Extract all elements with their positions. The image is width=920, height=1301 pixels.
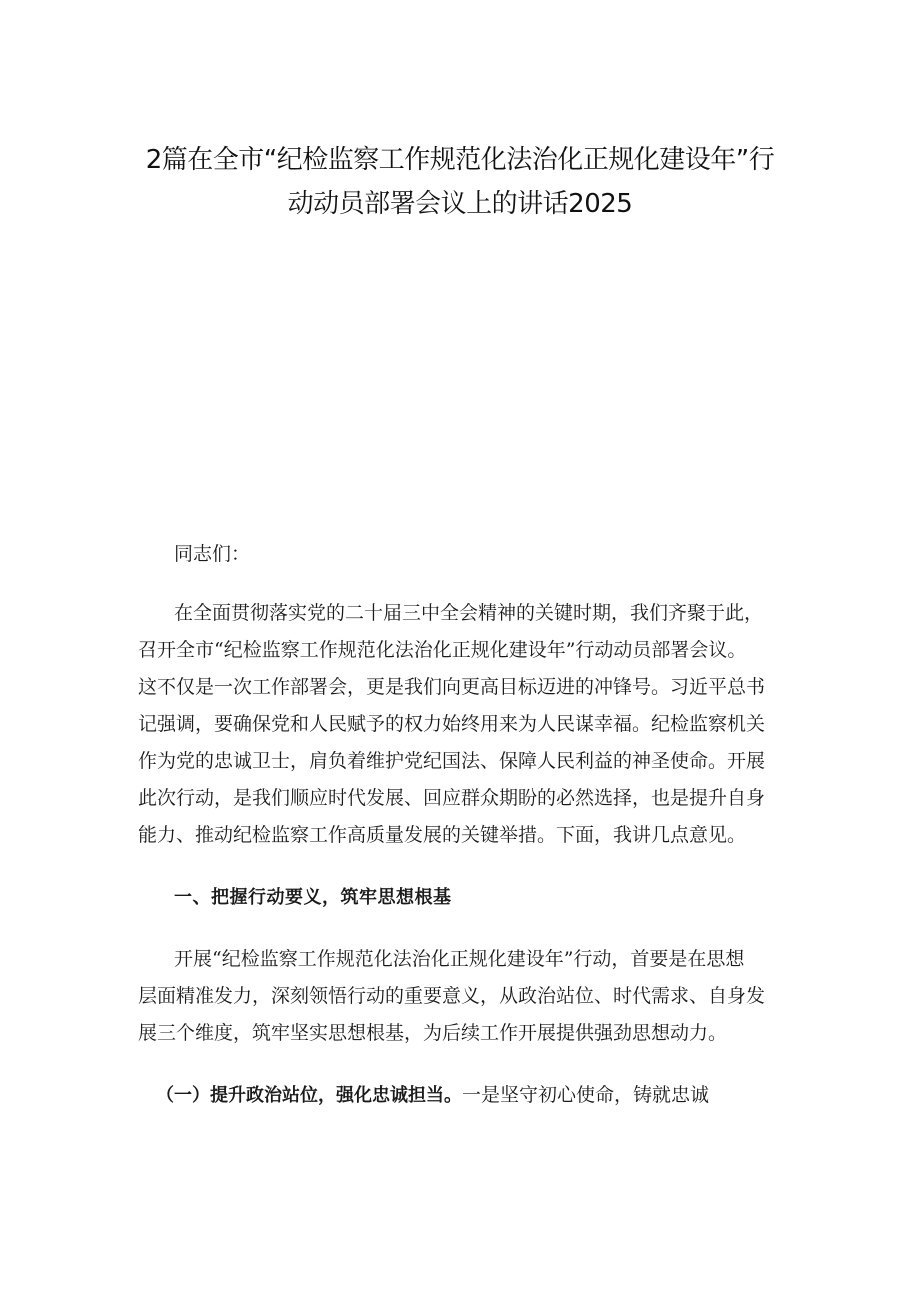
intro-line: 作为党的忠诚卫士，肩负着维护党纪国法、保障人民利益的神圣使命。开展 [138,750,766,772]
intro-line: 能力、推动纪检监察工作高质量发展的关键举措。下面，我讲几点意见。 [138,824,747,846]
subsection-1-text: 一是坚守初心使命，铸就忠诚 [462,1084,710,1106]
section-1-line: 开展“纪检监察工作规范化法治化正规化建设年”行动，首要是在思想 [174,948,745,970]
salutation-text: 同志们： [174,543,251,565]
intro-line: 此次行动，是我们顺应时代发展、回应群众期盼的必然选择，也是提升自身 [138,787,766,809]
document-body [138,536,788,1114]
title-line-2: 动动员部署会议上的讲话2025 [287,189,633,219]
intro-paragraph [138,595,788,854]
intro-line: 在全面贯彻落实党的二十届三中全会精神的关键时期，我们齐聚于此， [174,602,764,624]
intro-line: 这不仅是一次工作部署会，更是我们向更高目标迈进的冲锋号。习近平总书 [138,676,766,698]
document-title [120,138,800,226]
intro-line: 记强调，要确保党和人民赋予的权力始终用来为人民谋幸福。纪检监察机关 [138,713,766,735]
section-1-heading [138,879,788,916]
section-1-heading-text: 一、把握行动要义，筑牢思想根基 [174,887,452,908]
salutation [138,536,788,573]
subsection-1-heading: （一）提升政治站位，强化忠诚担当。 [156,1085,462,1106]
title-line-1: 2篇在全市“纪检监察工作规范化法治化正规化建设年”行 [145,145,775,175]
subsection-1-paragraph [138,1077,788,1114]
subsection-1-line [138,1077,788,1114]
section-1-line: 展三个维度，筑牢坚实思想根基，为后续工作开展提供强劲思想动力。 [138,1022,728,1044]
intro-line: 召开全市“纪检监察工作规范化法治化正规化建设年”行动动员部署会议。 [138,639,747,661]
section-1-line: 层面精准发力，深刻领悟行动的重要意义，从政治站位、时代需求、自身发 [138,985,766,1007]
section-1-paragraph [138,941,788,1052]
